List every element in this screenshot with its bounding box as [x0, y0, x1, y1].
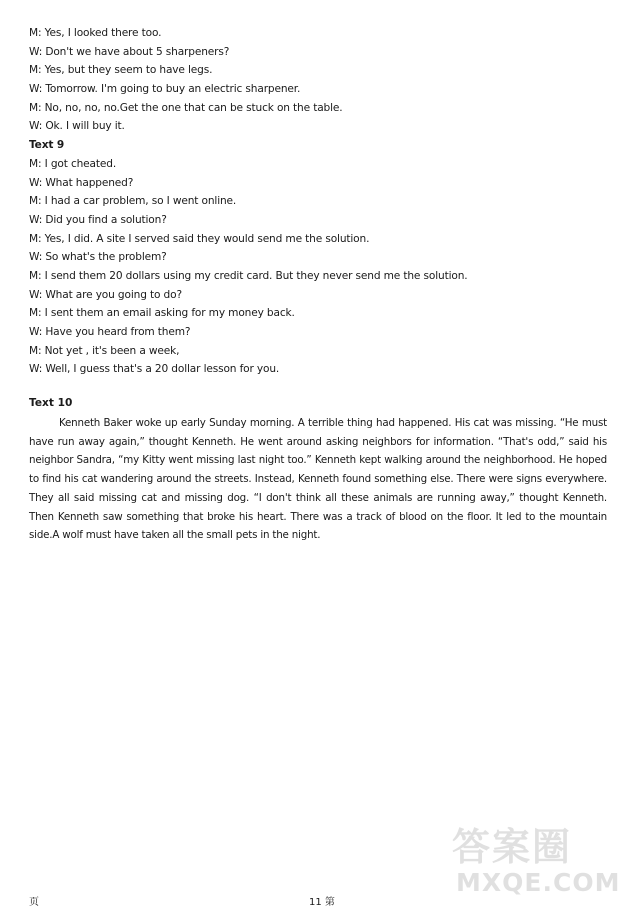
text10-heading: Text 10 — [29, 397, 73, 409]
dialogue-line: M: I had a car problem, so I went online. — [29, 195, 237, 208]
dialogue-line: W: Did you find a solution? — [29, 213, 167, 226]
dialogue-line: M: Yes, but they seem to have legs. — [29, 64, 213, 77]
dialogue-line: W: Have you heard from them? — [29, 326, 191, 338]
dialogue-line: W: Well, I guess that's a 20 dollar lesson for you. — [29, 363, 280, 376]
dialogue-line: M: I sent them an email asking for my money back. — [29, 307, 295, 320]
dialogue-line: M: No, no, no, no.Get the one that can be stuck on the table. — [29, 101, 343, 114]
watermark-top-text: 答案圈 — [452, 825, 573, 869]
footer-page-number: 11 第 — [309, 897, 335, 908]
dialogue-section — [29, 24, 604, 379]
section-heading: Text 9 — [29, 139, 65, 152]
dialogue-line: W: Don't we have about 5 sharpeners? — [29, 45, 230, 58]
dialogue-line: M: I got cheated. — [29, 157, 117, 170]
dialogue-line: W: So what's the problem? — [29, 251, 167, 264]
watermark-bottom-text: MXQE.COM — [456, 868, 621, 897]
dialogue-line: M: Yes, I looked there too. — [29, 27, 162, 39]
dialogue-line: W: Ok. I will buy it. — [29, 120, 125, 133]
dialogue-line: M: I send them 20 dollars using my credit card. But they never send me the solution. — [29, 269, 468, 282]
dialogue-line: M: Not yet , it's been a week, — [29, 344, 180, 357]
footer-page-label: 页 — [29, 897, 39, 908]
dialogue-line: W: What are you going to do? — [29, 288, 182, 301]
dialogue-line: M: Yes, I did. A site I served said they would send me the solution. — [29, 232, 370, 245]
text10-paragraph: Kenneth Baker woke up early Sunday morning. A terrible thing had happened. His cat was missing. “He must have run away again,” thought Kenneth. He went around asking neighbors for information. “That's odd,” said his neighbor Sandra, “my Kitty went missing last night too.” Kenneth kept walking around the neighborhood. He hoped to find his cat wandering around the streets. Instead, Kenneth found something else. There were signs everywhere. They all said missing cat and missing dog. “I don't think all these animals are running away,” thought Kenneth. Then Kenneth saw something that broke his heart. There was a track of blood on the floor. It led to the mountain side.A wolf must have taken all the small pets in the night. — [29, 417, 607, 542]
dialogue-line: W: Tomorrow. I'm going to buy an electric sharpener. — [29, 83, 301, 96]
dialogue-line: W: What happened? — [29, 176, 134, 189]
watermark-logo — [440, 810, 620, 905]
